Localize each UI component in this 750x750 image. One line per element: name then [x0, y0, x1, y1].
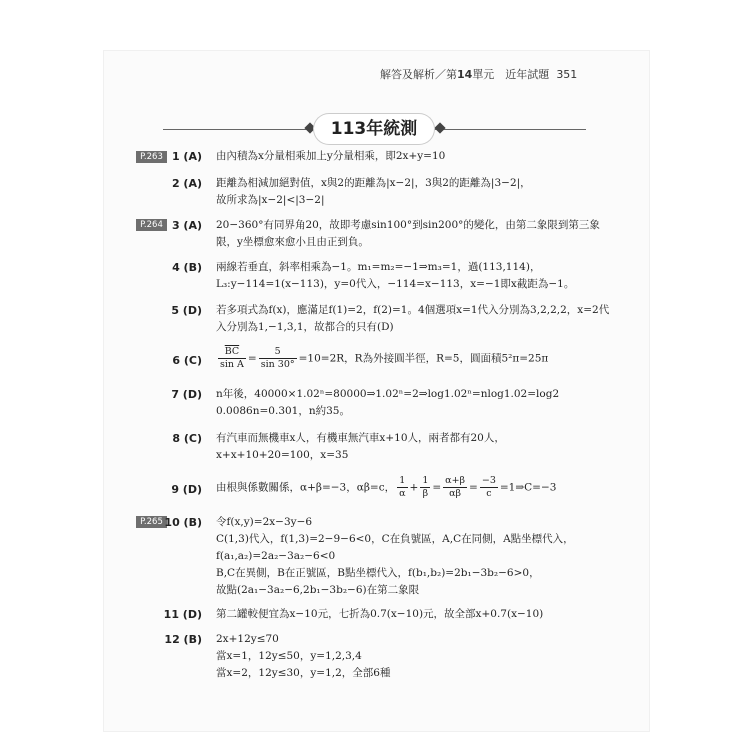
answer-line: =10=2R，R為外接圓半徑，R=5，圓面積5²π=25π [298, 352, 549, 365]
answer-number: 7 (D) [171, 388, 202, 401]
answer-line: 限，y坐標愈來愈小且由正到負。 [216, 236, 369, 248]
fraction-denominator: α [399, 488, 406, 499]
answer-line: 第二罐較便宜為x−10元，七折為0.7(x−10)元，故全部x+0.7(x−10) [216, 608, 544, 620]
answer-line: 當x=2，12y≤30，y=1,2，全部6種 [216, 667, 391, 679]
answer-line: =1⇒C=−3 [499, 481, 557, 494]
answer-line: f(a₁,a₂)=2a₂−3a₂−6<0 [216, 550, 336, 562]
section-rule-right [434, 129, 586, 130]
answer-line: 0.0086n=0.301，n約35。 [216, 405, 350, 417]
equals-sign: = [469, 481, 478, 494]
fraction-denominator: sin 30° [260, 359, 295, 370]
answer-line: L₃:y−114=1(x−113)，y=0代入，−114=x−113，x=−1即x截距為−1。 [216, 278, 575, 290]
answer-number: 11 (D) [163, 608, 202, 621]
fraction-denominator: sin A [220, 359, 244, 370]
fraction-numerator: 5 [259, 346, 297, 359]
section-title: 113年統測 [314, 114, 434, 144]
answer-line: 20−360°有同界角20，故即考慮sin100°到sin200°的變化，由第二象限到第三象 [216, 219, 600, 231]
section-rule-left [163, 129, 314, 130]
answer-line: 由內積為x分量相乘加上y分量相乘，即2x+y=10 [216, 150, 446, 162]
fraction [480, 475, 498, 500]
answer-number: 9 (D) [171, 483, 202, 496]
equals-sign: = [432, 481, 442, 494]
fraction-denominator: αβ [449, 488, 462, 499]
fraction [443, 475, 467, 500]
running-head [380, 66, 577, 82]
fraction [259, 346, 297, 371]
page-ref-tag: P.265 [136, 516, 167, 528]
fraction-numerator: 1 [422, 475, 429, 486]
answer-number: 3 (A) [171, 219, 202, 232]
answer-line: 令f(x,y)=2x−3y−6 [216, 516, 313, 528]
fraction-denominator: c [486, 488, 492, 499]
running-head-post: 單元 近年試題 [472, 68, 550, 81]
answer-number: 4 (B) [172, 261, 202, 274]
answer-number: 10 (B) [164, 516, 202, 529]
fraction-numerator: $\overline{BC}$ [218, 346, 246, 359]
answer-number: 8 (C) [172, 432, 202, 445]
fraction-numerator: −3 [481, 475, 496, 486]
page-ref-tag: P.264 [136, 219, 167, 231]
answer-number: 1 (A) [171, 150, 202, 163]
fraction-denominator: β [422, 488, 429, 499]
answer-line: n年後，40000×1.02ⁿ=80000⇒1.02ⁿ=2⇒log1.02ⁿ=nlog1.02=log2 [216, 388, 560, 400]
answer-number: 5 (D) [171, 304, 202, 317]
answer-line: x+x+10+20=100，x=35 [216, 449, 349, 461]
answer-line: 故點(2a₁−3a₂−6,2b₁−3b₂−6)在第二象限 [216, 584, 420, 596]
answer-line: 入分別為1,−1,3,1，故都合的只有(D) [216, 321, 394, 333]
answer-number: 12 (B) [164, 633, 202, 646]
answer-number: 2 (A) [171, 177, 202, 190]
answer-line: 兩線若垂直，斜率相乘為−1。m₁=m₂=−1⇒m₃=1，過(113,114)， [216, 261, 541, 273]
answer-line: 有汽車而無機車x人，有機車無汽車x+10人，兩者都有20人， [216, 432, 505, 444]
answer-line: 當x=1，12y≤50，y=1,2,3,4 [216, 650, 362, 662]
fraction [420, 475, 430, 500]
fraction [218, 346, 246, 371]
running-head-pre: 解答及解析／第 [380, 68, 457, 81]
plus-sign: + [409, 481, 419, 494]
answer-line: C(1,3)代入，f(1,3)=2−9−6<0，C在負號區，A,C在同側，A點坐標代入， [216, 533, 574, 545]
equals-sign: = [247, 352, 257, 365]
page-number: 351 [556, 68, 578, 81]
answer-line: B,C在異側，B在正號區，B點坐標代入，f(b₁,b₂)=2b₁−3b₂−6>0， [216, 567, 540, 579]
answer-number: 6 (C) [172, 354, 202, 367]
fraction-numerator: α+β [445, 475, 466, 486]
answer-line: 距離為相減加絕對值，x與2的距離為|x−2|，3與2的距離為|3−2|， [216, 177, 531, 189]
fraction-numerator: 1 [397, 475, 407, 488]
page-ref-tag: P.263 [136, 151, 167, 163]
answer-line: 故所求為|x−2|<|3−2| [216, 194, 325, 206]
fraction [397, 475, 407, 500]
running-head-unit: 14 [457, 68, 473, 81]
answer-line: 由根與係數關係，α+β=−3，αβ=c， [216, 481, 396, 494]
answer-line: 若多項式為f(x)，應滿足f(1)=2，f(2)=1。4個選項x=1代入分別為3,2,2,2，x=2代 [216, 304, 610, 316]
answer-line: 2x+12y≤70 [216, 633, 279, 645]
